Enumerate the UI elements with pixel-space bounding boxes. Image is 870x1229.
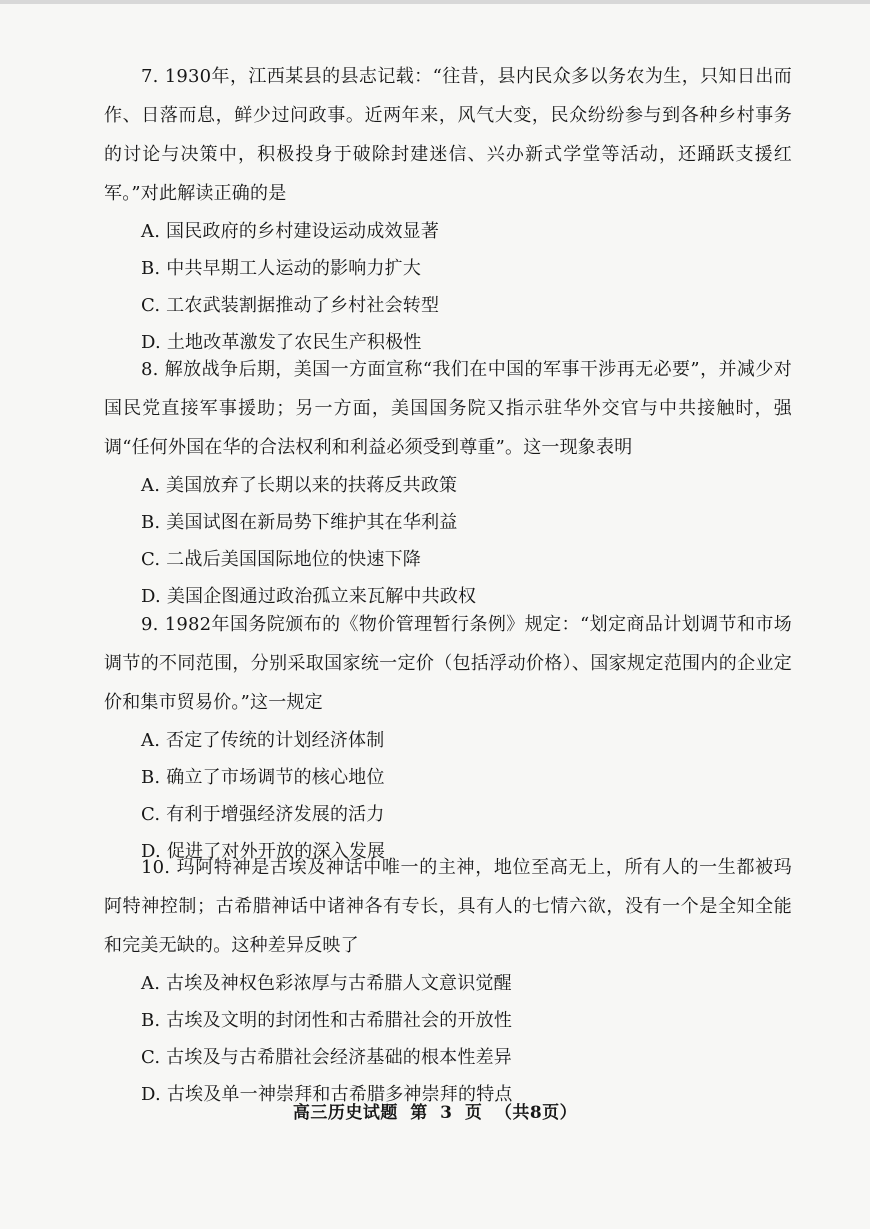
question-stem: 8. 解放战争后期，美国一方面宣称“我们在中国的军事干涉再无必要”，并减少对国民党直接军事援助；另一方面，美国国务院又指示驻华外交官与中共接触时，强调“任何外国在华的合法权利和利益必须受到尊重”。这一现象表明 (104, 359, 792, 458)
option-b: B. 美国试图在新局势下维护其在华利益 (141, 512, 458, 533)
question-stem: 9. 1982年国务院颁布的《物价管理暂行条例》规定：“划定商品计划调节和市场调节的不同范围，分别采取国家统一定价（包括浮动价格）、国家规定范围内的企业定价和集市贸易价。”这一规定 (104, 614, 792, 713)
option-d: D. 促进了对外开放的深入发展 (141, 841, 386, 862)
option-d: D. 土地改革激发了农民生产积极性 (141, 332, 422, 353)
option-a: A. 否定了传统的计划经济体制 (141, 730, 385, 751)
option-a: A. 国民政府的乡村建设运动成效显著 (141, 221, 440, 242)
option-b: B. 确立了市场调节的核心地位 (141, 767, 385, 788)
option-d: D. 古埃及单一神崇拜和古希腊多神崇拜的特点 (141, 1084, 513, 1105)
option-d: D. 美国企图通过政治孤立来瓦解中共政权 (141, 586, 477, 607)
question-9 (0, 605, 870, 870)
question-8 (0, 350, 870, 615)
question-10 (0, 848, 870, 1113)
option-a: A. 美国放弃了长期以来的扶蒋反共政策 (141, 475, 458, 496)
page-footer: 高三历史试题 第 3 页 （共8页） (292, 1103, 578, 1123)
question-7 (0, 57, 870, 361)
option-a: A. 古埃及神权色彩浓厚与古希腊人文意识觉醒 (141, 973, 512, 994)
question-stem: 7. 1930年，江西某县的县志记载：“往昔，县内民众多以务农为生，只知日出而作、日落而息，鲜少过问政事。近两年来，风气大变，民众纷纷参与到各种乡村事务的讨论与决策中，积极投身于破除封建迷信、兴办新式学堂等活动，还踊跃支援红军。”对此解读正确的是 (104, 66, 792, 204)
option-c: C. 工农武装割据推动了乡村社会转型 (141, 295, 440, 316)
option-b: B. 中共早期工人运动的影响力扩大 (141, 258, 422, 279)
question-stem: 10. 玛阿特神是古埃及神话中唯一的主神，地位至高无上，所有人的一生都被玛阿特神控制；古希腊神话中诸神各有专长，具有人的七情六欲，没有一个是全知全能和完美无缺的。这种差异反映了 (104, 857, 792, 956)
option-c: C. 二战后美国国际地位的快速下降 (141, 549, 421, 570)
option-c: C. 古埃及与古希腊社会经济基础的根本性差异 (141, 1047, 512, 1068)
option-c: C. 有利于增强经济发展的活力 (141, 804, 385, 825)
option-b: B. 古埃及文明的封闭性和古希腊社会的开放性 (141, 1010, 513, 1031)
